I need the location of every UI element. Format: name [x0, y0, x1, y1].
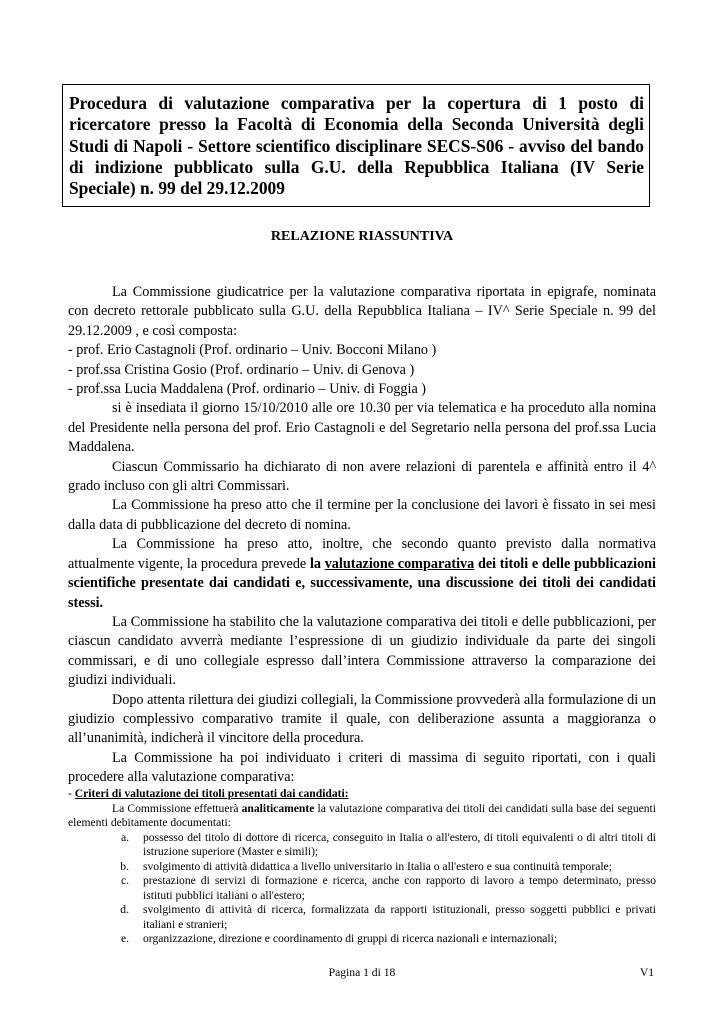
report-body [68, 283, 656, 788]
criteri-paragraph: La Commissione ha poi individuato i criteri di massima di seguito riportati, con i quali procedere alla valutazione comparativa: [68, 749, 656, 786]
criteria-item-text: svolgimento di attività didattica a livello universitario in Italia o all'estero e sua continuità temporale; [143, 859, 612, 873]
criteria-item-letter: a. [120, 830, 129, 844]
section-heading: RELAZIONE RIASSUNTIVA [270, 229, 454, 244]
document-title-box [62, 84, 650, 207]
member-line: - prof.ssa Cristina Gosio (Prof. ordinario – Univ. di Genova ) [68, 361, 415, 378]
criteria-intro-text: La Commissione effettuerà [112, 801, 242, 815]
criteria-heading: Criteri di valutazione dei titoli presentati dai candidati: [74, 787, 349, 800]
criteria-heading-line [68, 787, 656, 802]
criteria-item-text: organizzazione, direzione e coordinamento di gruppi di ricerca nazionali e internazionali; [143, 932, 558, 945]
parentela-paragraph: Ciascun Commissario ha dichiarato di non avere relazioni di parentela e affinità entro il 4^ grado incluso con gli altri Commissari. [68, 458, 656, 495]
criteria-item-text: possesso del titolo di dottore di ricerca, conseguito in Italia o all'estero, di titoli equivalenti o di altri titoli di istruzione superiore (Master e simili); [143, 830, 656, 858]
criteria-item [68, 932, 656, 947]
criteria-section [68, 787, 656, 947]
stabilito-paragraph: La Commissione ha stabilito che la valutazione comparativa dei titoli e delle pubblicazioni, per ciascun candidato avverrà mediante l’espressione di un giudizio individuale da parte dei singoli commissari, e di uno collegiale espresso dall’intera Commissione attraverso la comparazione dei giudizi individuali. [68, 613, 656, 689]
rilettura-paragraph: Dopo attenta rilettura dei giudizi collegiali, la Commissione provvederà alla formulazione di un giudizio complessivo comparativo tramite il quale, con deliberazione assunta a maggioranza o all’unanimità, indicherà il vincitore della procedura. [68, 691, 656, 747]
criteria-item [68, 860, 656, 875]
criteria-item [68, 903, 656, 932]
version-label: V1 [639, 966, 654, 979]
procedura-bold-text: la [309, 555, 325, 572]
procedura-text: La Commissione ha preso atto, inoltre, che secondo quanto previsto dalla normativa attualmente vigente, la procedura prevede [68, 536, 656, 572]
criteria-item-text: prestazione di servizi di formazione e ricerca, anche con rapporto di lavoro a tempo determinato, presso istituti pubblici italiani o all'estero; [143, 874, 656, 902]
criteria-list [68, 831, 656, 947]
criteria-dash: - [68, 787, 75, 800]
member-line: - prof.ssa Lucia Maddalena (Prof. ordinario – Univ. di Foggia ) [68, 381, 427, 398]
criteria-item [68, 874, 656, 903]
intro-paragraph: La Commissione giudicatrice per la valutazione comparativa riportata in epigrafe, nominata con decreto rettorale pubblicato sulla G.U. della Repubblica Italiana – IV^ Serie Speciale n. 99 del 29.12.2009 , e così composta: [68, 284, 656, 339]
criteria-intro-bold: analiticamente [241, 801, 315, 815]
criteria-item-letter: e. [120, 932, 129, 945]
criteria-item-letter: b. [120, 859, 129, 873]
document-title: Procedura di valutazione comparativa per la copertura di 1 posto di ricercatore presso la Facoltà di Economia della Seconda Università degli Studi di Napoli - Settore scientifico disciplinare SECS-S06 - avviso del bando di indizione pubblicato sulla G.U. della Repubblica Italiana (IV Serie Speciale) n. 99 del 29.12.2009 [69, 93, 644, 199]
procedura-paragraph [68, 535, 656, 613]
criteria-intro [68, 802, 656, 831]
criteria-intro-tail: la valutazione comparativa dei titoli dei candidati sulla base dei seguenti elementi debitamente documentati: [68, 801, 657, 829]
procedura-bold-tail: dei titoli e delle pubblicazioni scientifiche presentate dai candidati e, successivamente, una discussione dei titoli dei candidati stessi. [68, 555, 656, 611]
member-line: - prof. Erio Castagnoli (Prof. ordinario – Univ. Bocconi Milano ) [68, 342, 437, 359]
page-number: Pagina 1 di 18 [328, 966, 396, 979]
termine-paragraph: La Commissione ha preso atto che il termine per la conclusione dei lavori è fissato in sei mesi dalla data di pubblicazione del decreto di nomina. [68, 497, 656, 533]
criteria-item [68, 831, 656, 860]
criteria-item-letter: c. [120, 874, 129, 887]
criteria-item-text: svolgimento di attività di ricerca, formalizzata da rapporti istituzionali, presso soggetti pubblici e privati italiani e stranieri; [143, 903, 656, 931]
procedura-underlined-text: valutazione comparativa [324, 555, 475, 572]
criteria-item-letter: d. [120, 903, 129, 916]
insediamento-paragraph: si è insediata il giorno 15/10/2010 alle ore 10.30 per via telematica e ha proceduto alla nomina del Presidente nella persona del prof. Erio Castagnoli e del Segretario nella persona del prof.ssa Lucia Maddalena. [68, 400, 656, 456]
